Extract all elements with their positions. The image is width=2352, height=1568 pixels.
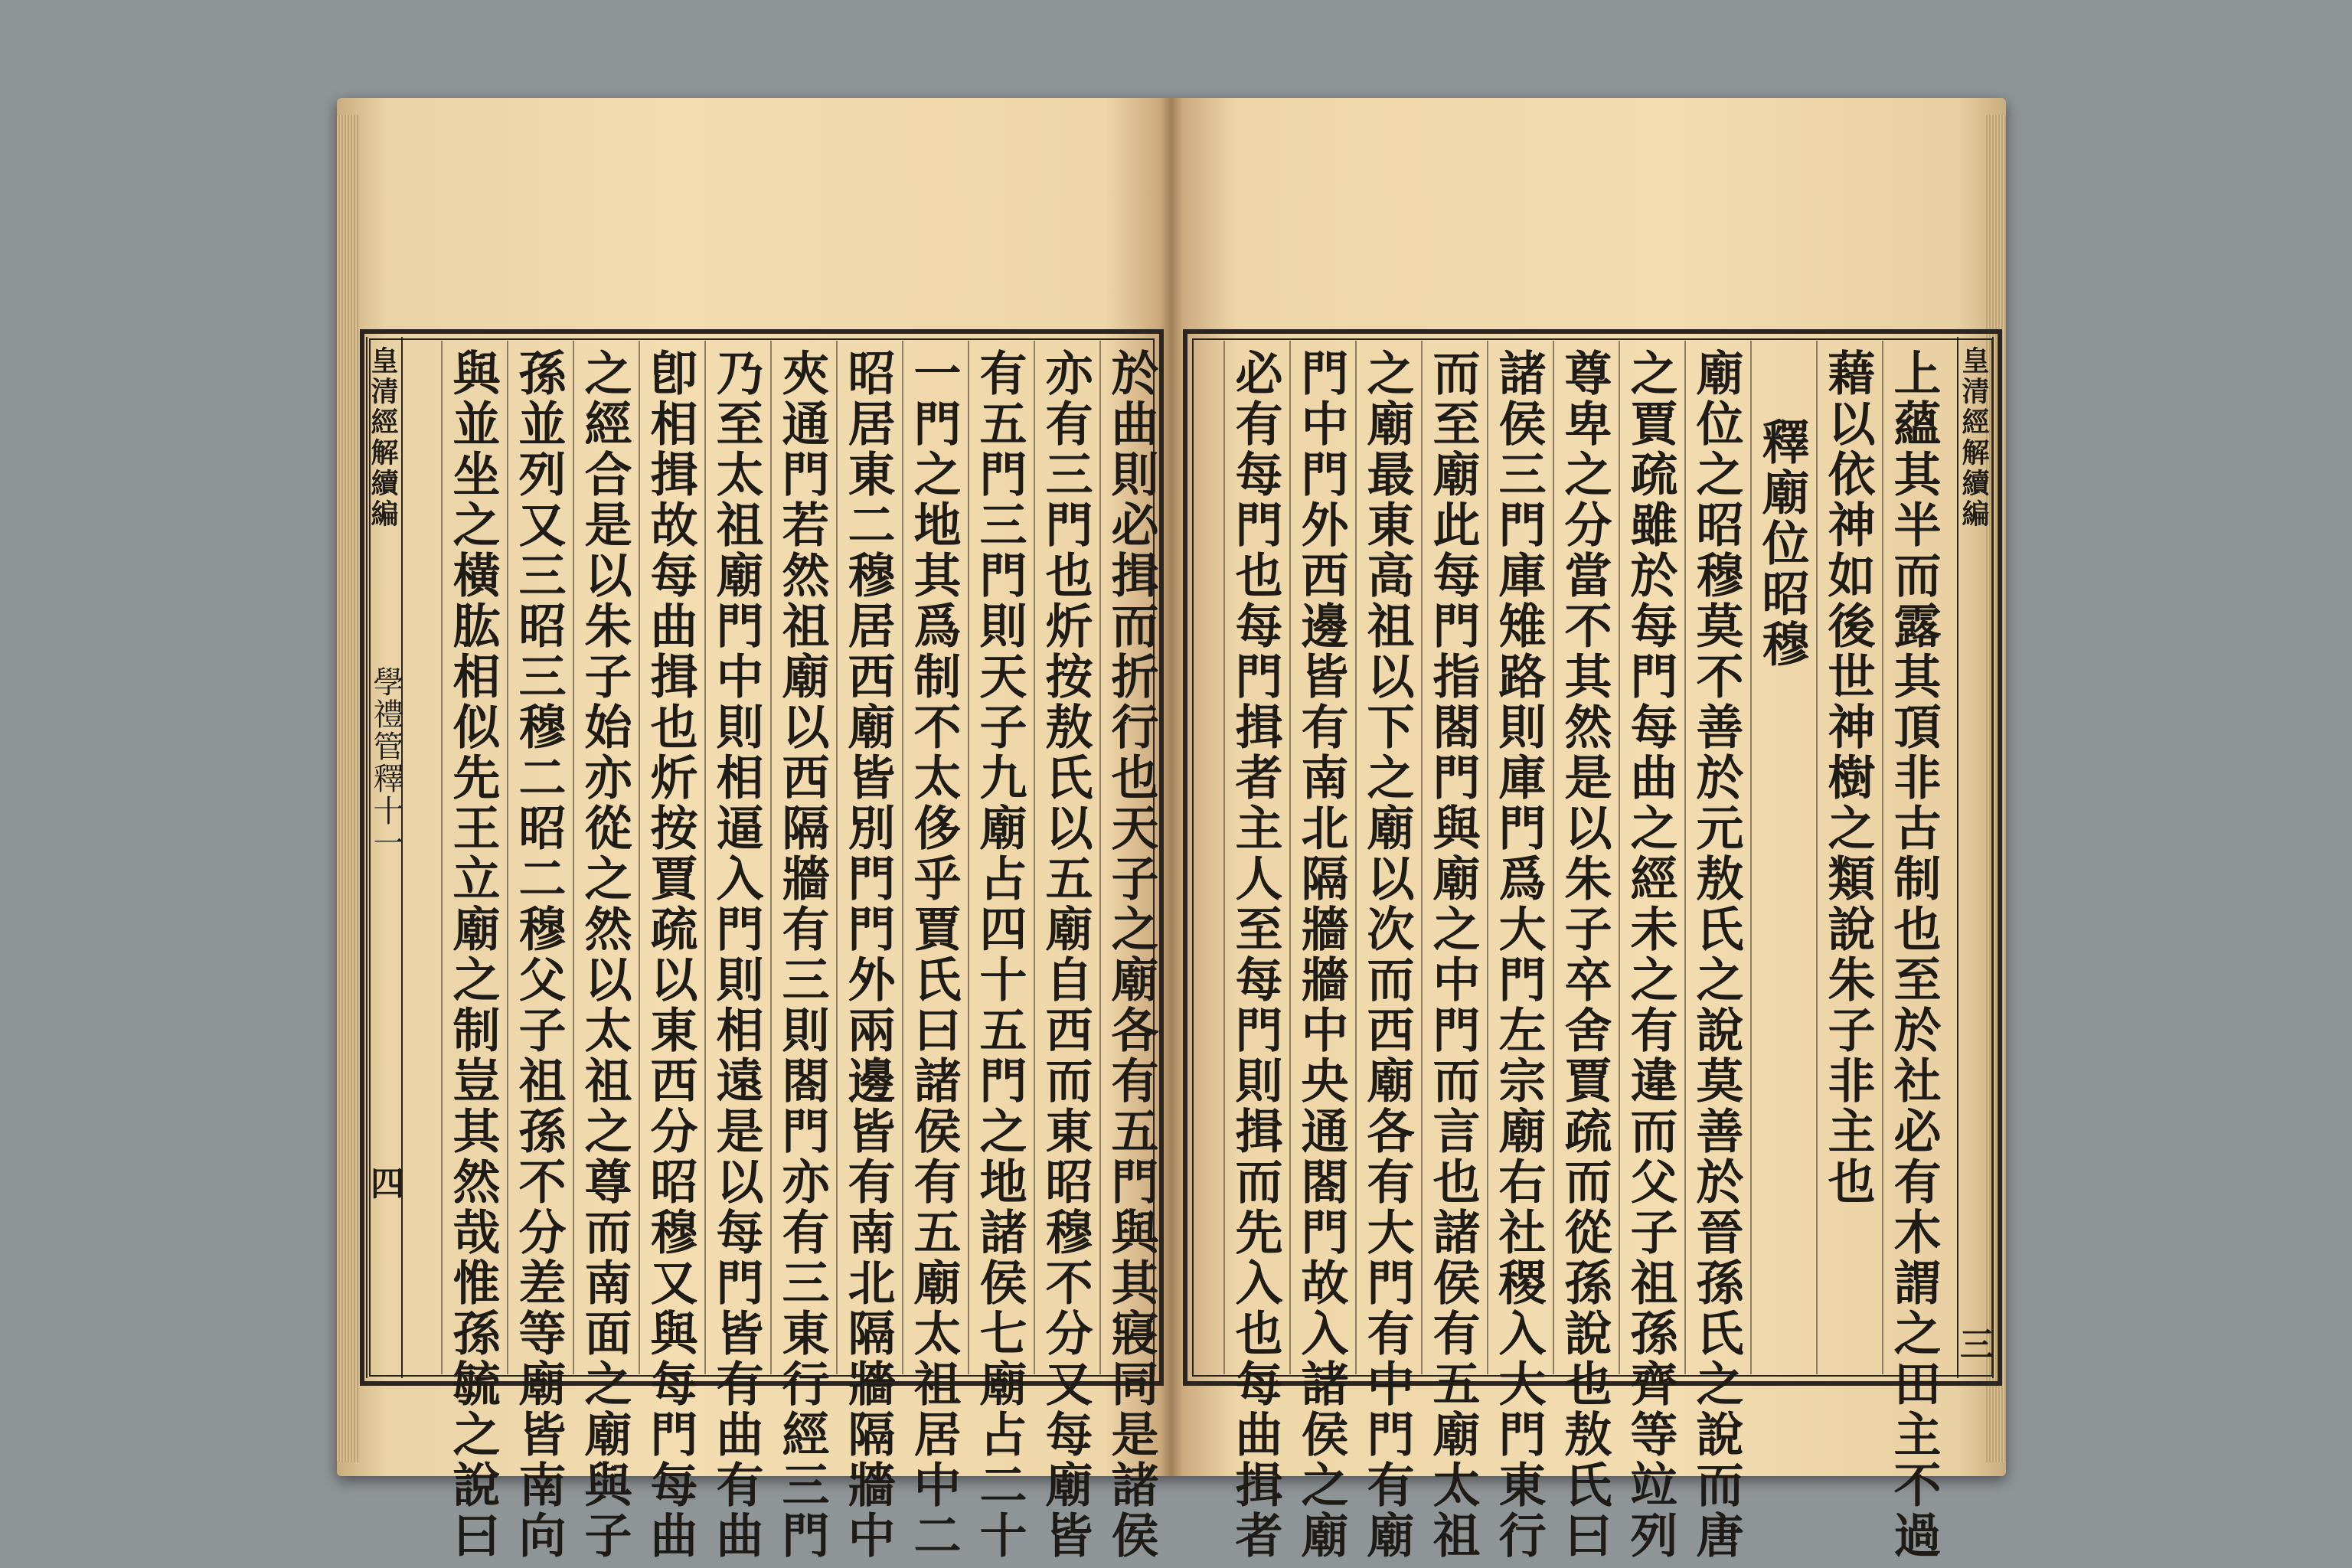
column-rule (441, 341, 443, 1374)
column-rule (1355, 341, 1357, 1374)
right-page-number: 三 (1960, 1325, 1994, 1364)
column-rule (968, 341, 969, 1374)
right-col-2: 藉以依神如後世神樹之類說朱子非主也 (1820, 348, 1876, 1207)
left-col-8: 卽相揖故每曲揖也炘按賈疏以東西分昭穆又與每門每曲 (642, 348, 698, 1561)
column-rule (1099, 341, 1101, 1374)
column-rule (704, 341, 706, 1374)
column-rule (1882, 341, 1883, 1374)
right-col-8: 而至廟此每門指閤門與廟之中門而言也諸侯有五廟太祖 (1425, 348, 1481, 1561)
left-spine-title: 皇清經解續編 (367, 346, 399, 530)
left-col-3: 有五門三門則天子九廟占四十五門之地諸侯七廟占二十 (972, 348, 1027, 1561)
left-col-2: 亦有三門也炘按敖氏以五廟自西而東昭穆不分又每廟皆 (1037, 348, 1093, 1561)
left-page-number: 四 (371, 1165, 404, 1204)
column-rule (507, 341, 508, 1374)
column-rule (573, 341, 574, 1374)
left-col-5: 昭居東二穆居西廟皆別門門外兩邊皆有南北隔牆隔牆中 (840, 348, 896, 1561)
column-rule (1816, 341, 1818, 1374)
left-page-edges (337, 115, 358, 1462)
right-col-11: 必有每門也每門揖者主人至每門則揖而先入也每曲揖者 (1227, 348, 1283, 1561)
left-col-4: 一門之地其爲制不太侈乎賈氏曰諸侯有五廟太祖居中二 (906, 348, 962, 1561)
left-col-10: 孫並列又三昭三穆二昭二穆父子祖孫不分差等廟皆南向 (511, 348, 567, 1561)
left-col-6: 夾通門若然祖廟以西隔牆有三則閤門亦有三東行經三門 (774, 348, 830, 1561)
column-rule (1289, 341, 1291, 1374)
left-col-9: 之經合是以朱子始亦從之然以太祖之尊而南面之廟與子 (577, 348, 632, 1561)
right-col-1: 上蘊其半而露其頂非古制也至於社必有木謂之田主不過 (1886, 348, 1942, 1561)
column-rule (836, 341, 838, 1374)
left-col-1: 於曲則必揖而折行也天子之廟各有五門與其寢同是諸侯 (1103, 348, 1159, 1561)
left-col-7: 乃至太祖廟門中則相逼入門則相遠是以每門皆有曲有曲 (708, 348, 764, 1561)
column-rule (1034, 341, 1035, 1374)
left-spine-subtitle: 學禮管釋十一 (368, 666, 403, 859)
column-rule (1223, 341, 1225, 1374)
column-rule (1487, 341, 1488, 1374)
right-col-7: 諸侯三門庫雉路則庫門爲大門左宗廟右社稷入大門東行 (1491, 348, 1547, 1561)
column-rule (1553, 341, 1554, 1374)
column-rule (1619, 341, 1620, 1374)
right-col-4: 廟位之昭穆莫不善於元敖氏之說莫善於晉孫氏之說而唐 (1688, 348, 1744, 1561)
right-col-3-heading: 釋廟位昭穆 (1754, 417, 1810, 670)
column-rule (639, 341, 640, 1374)
column-rule (1750, 341, 1752, 1374)
column-rule (1684, 341, 1686, 1374)
column-rule (1421, 341, 1423, 1374)
column-rule (770, 341, 772, 1374)
right-col-6: 尊卑之分當不其然是以朱子卒舍賈疏而從孫說也敖氏曰 (1557, 348, 1612, 1561)
right-spine-title: 皇清經解續編 (1958, 346, 1990, 530)
left-col-11: 與並坐之橫肱相似先王立廟之制豈其然哉惟孫毓之說曰 (445, 348, 501, 1561)
right-col-5: 之賈疏雖於每門每曲之經未之有違而父子祖孫齊等竝列 (1622, 348, 1678, 1561)
right-col-9: 之廟最東高祖以下之廟以次而西廟各有大門有中門有廟 (1359, 348, 1415, 1561)
right-col-10: 門中門外西邊皆有南北隔牆牆中央通閤門故入諸侯之廟 (1293, 348, 1349, 1561)
column-rule (902, 341, 903, 1374)
